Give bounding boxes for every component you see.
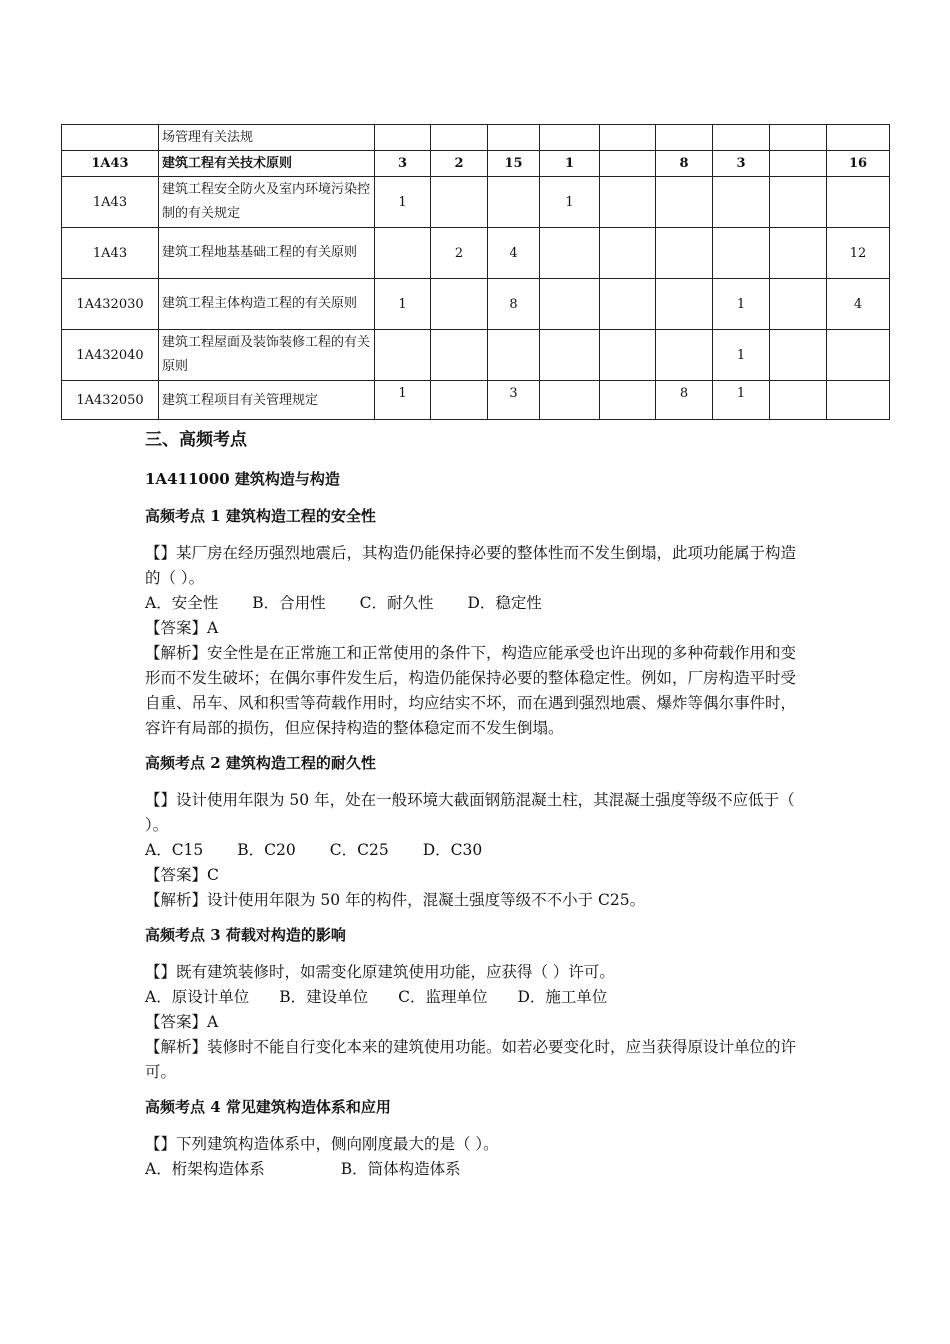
options-line: [145, 591, 810, 616]
cell: [488, 177, 540, 228]
table-row: [62, 228, 890, 279]
cell: 3: [375, 151, 431, 177]
cell: 12: [827, 228, 890, 279]
answer-text: 【答案】C: [145, 866, 219, 884]
option: B．建设单位: [279, 988, 369, 1006]
cell: [375, 125, 431, 151]
answer-text: 【答案】A: [145, 619, 219, 637]
option: D．施工单位: [517, 988, 608, 1006]
point-title: 高频考点 1 建筑构造工程的安全性: [145, 507, 376, 525]
cell: [540, 228, 600, 279]
cell: [770, 177, 827, 228]
row-code: 1A43: [62, 228, 159, 279]
cell: [656, 177, 713, 228]
cell: [431, 177, 488, 228]
option: C．耐久性: [359, 594, 434, 612]
point-title: 高频考点 3 荷载对构造的影响: [145, 926, 346, 944]
cell: 2: [431, 228, 488, 279]
cell: 15: [488, 151, 540, 177]
table-row: [62, 330, 890, 381]
question-text: 【】某厂房在经历强烈地震后，其构造仍能保持必要的整体性而不发生倒塌，此项功能属于构造的（ ）。: [145, 544, 797, 587]
row-code: 1A432040: [62, 330, 159, 381]
options-line: [145, 985, 810, 1010]
table-row: [62, 125, 890, 151]
cell: [431, 381, 488, 420]
cell: 2: [431, 151, 488, 177]
cell: [827, 381, 890, 420]
row-code: 1A432030: [62, 279, 159, 330]
cell: 4: [488, 228, 540, 279]
cell: [540, 330, 600, 381]
option: B．C20: [237, 841, 296, 859]
cell: [540, 381, 600, 420]
cell: [656, 330, 713, 381]
cell: [770, 151, 827, 177]
cell: 8: [656, 151, 713, 177]
option: C．C25: [329, 841, 389, 859]
options-line: [145, 838, 810, 863]
option: B．筒体构造体系: [340, 1160, 461, 1178]
cell: [600, 279, 656, 330]
row-code: 1A432050: [62, 381, 159, 420]
point-block: [145, 923, 810, 1085]
cell: [656, 125, 713, 151]
cell: 8: [488, 279, 540, 330]
cell: [600, 228, 656, 279]
row-name: 建筑工程屋面及装饰装修工程的有关原则: [159, 330, 375, 381]
cell: 1: [713, 279, 770, 330]
cell: 1: [375, 381, 431, 420]
option: B．合用性: [252, 594, 326, 612]
option: A．桁架构造体系: [145, 1160, 265, 1178]
row-code: 1A43: [62, 151, 159, 177]
question-text: 【】设计使用年限为 50 年，处在一般环境大截面钢筋混凝土柱，其混凝土强度等级不应低于（ ）。: [145, 791, 795, 834]
point-block: [145, 751, 810, 913]
cell: [600, 151, 656, 177]
row-code: [62, 125, 159, 151]
cell: [600, 330, 656, 381]
table-row: [62, 381, 890, 420]
cell: [827, 330, 890, 381]
cell: [770, 330, 827, 381]
cell: [375, 330, 431, 381]
cell: [713, 228, 770, 279]
cell: [431, 125, 488, 151]
point-title: 高频考点 4 常见建筑构造体系和应用: [145, 1098, 391, 1116]
section-title: 三、高频考点: [145, 430, 247, 450]
cell: [600, 125, 656, 151]
question-text: 【】下列建筑构造体系中，侧向刚度最大的是（ ）。: [145, 1135, 499, 1153]
table-row: [62, 279, 890, 330]
option: D．稳定性: [467, 594, 542, 612]
row-name: 建筑工程项目有关管理规定: [159, 381, 375, 420]
cell: 1: [713, 330, 770, 381]
cell: 1: [540, 151, 600, 177]
cell: 4: [827, 279, 890, 330]
cell: 1: [713, 381, 770, 420]
row-code: 1A43: [62, 177, 159, 228]
cell: 1: [375, 279, 431, 330]
option: C．监理单位: [398, 988, 488, 1006]
point-block: [145, 1095, 810, 1182]
cell: [827, 177, 890, 228]
row-name: 建筑工程地基基础工程的有关原则: [159, 228, 375, 279]
options-line: [145, 1157, 810, 1182]
point-title: 高频考点 2 建筑构造工程的耐久性: [145, 754, 376, 772]
cell: 3: [488, 381, 540, 420]
cell: [600, 177, 656, 228]
analysis-text: 【解析】设计使用年限为 50 年的构件，混凝土强度等级不不小于 C25。: [145, 891, 646, 909]
option: D．C30: [422, 841, 483, 859]
option: A．C15: [145, 841, 204, 859]
answer-text: 【答案】A: [145, 1013, 219, 1031]
cell: [770, 381, 827, 420]
table-row: [62, 151, 890, 177]
row-name: 建筑工程主体构造工程的有关原则: [159, 279, 375, 330]
exam-stats-table: [61, 124, 890, 420]
cell: 3: [713, 151, 770, 177]
cell: [540, 279, 600, 330]
cell: [375, 228, 431, 279]
analysis-text: 【解析】装修时不能自行变化本来的建筑使用功能。如若必要变化时，应当获得原设计单位的许可。: [145, 1038, 797, 1081]
row-name: 建筑工程安全防火及室内环境污染控制的有关规定: [159, 177, 375, 228]
cell: 16: [827, 151, 890, 177]
table-row: [62, 177, 890, 228]
chapter-heading: 1A411000 建筑构造与构造: [145, 470, 340, 488]
document-body: [145, 424, 810, 1182]
row-name: 场管理有关法规: [159, 125, 375, 151]
cell: [770, 125, 827, 151]
cell: [540, 125, 600, 151]
cell: [431, 279, 488, 330]
analysis-text: 【解析】安全性是在正常施工和正常使用的条件下，构造应能承受也许出现的多种荷载作用和变形而不发生破坏；在偶尔事件发生后，构造仍能保持必要的整体稳定性。例如，厂房构造平时受自重、吊车、风和积雪等荷载作用时，均应结实不坏，而在遇到强烈地震、爆炸等偶尔事件时，容许有局部的损伤，但应保持构造的整体稳定而不发生倒塌。: [145, 644, 797, 737]
cell: [488, 330, 540, 381]
cell: [827, 125, 890, 151]
option: A．安全性: [145, 594, 219, 612]
cell: [713, 125, 770, 151]
cell: [656, 279, 713, 330]
point-block: [145, 504, 810, 741]
cell: [431, 330, 488, 381]
cell: [770, 279, 827, 330]
cell: 1: [540, 177, 600, 228]
row-name: 建筑工程有关技术原则: [159, 151, 375, 177]
cell: [600, 381, 656, 420]
cell: [770, 228, 827, 279]
cell: [656, 228, 713, 279]
question-text: 【】既有建筑装修时，如需变化原建筑使用功能，应获得（ ）许可。: [145, 963, 615, 981]
cell: [488, 125, 540, 151]
cell: [713, 177, 770, 228]
cell: 1: [375, 177, 431, 228]
cell: 8: [656, 381, 713, 420]
option: A．原设计单位: [145, 988, 250, 1006]
